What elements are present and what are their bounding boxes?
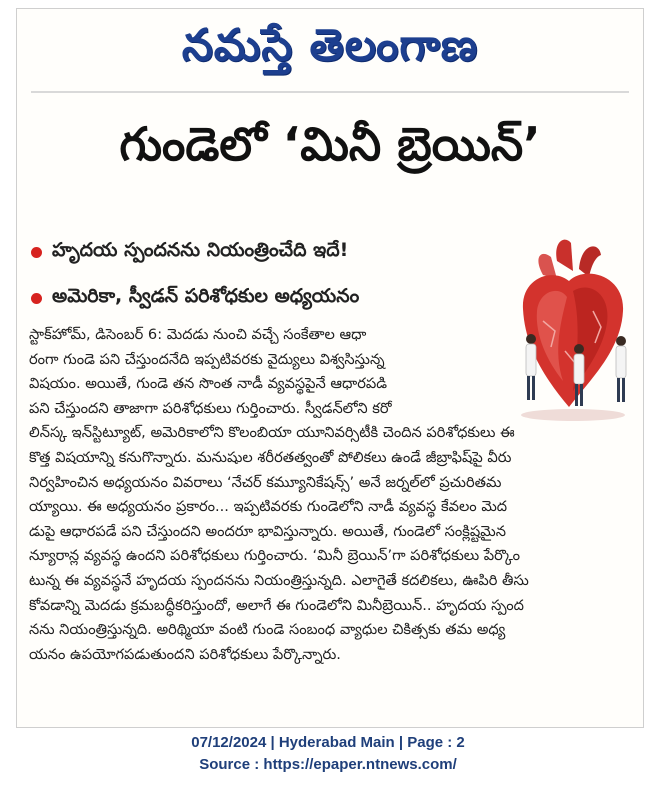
body-line: కోవడాన్ని మెదడు క్రమబద్ధీకరిస్తుందో, అలాగే ఈ గుండెలోని మినీబ్రెయిన్.. హృదయ స్పంద	[29, 596, 524, 614]
masthead-divider	[31, 91, 629, 93]
body-line: నిర్వహించిన అధ్యయనం వివరాలు ‘నేచర్ కమ్యూనికేషన్స్’ అనే జర్నల్‌లో ప్రచురితమ	[29, 473, 502, 491]
body-line: లిన్‌స్క ఇన్‌స్టిట్యూట్, అమెరికాలోని కొలంబియా యూనివర్సిటీకి చెందిన పరిశోధకులు ఈ	[29, 424, 515, 442]
subheading-text: హృదయ స్పందనను నియంత్రించేది ఇదే!	[52, 238, 349, 261]
masthead	[17, 11, 643, 81]
body-line: న్యూరాన్ల వ్యవస్థ ఉందని పరిశోధకులు గుర్తించారు. ‘మినీ బ్రెయిన్’గా పరిశోధకులు పేర్కొం	[29, 547, 521, 565]
footer	[0, 732, 656, 776]
body-line: విషయం. అయితే, గుండె తన సొంత నాడీ వ్యవస్థపైనే ఆధారపడి	[29, 375, 388, 393]
source-link[interactable]: Source : https://epaper.ntnews.com/	[199, 756, 457, 773]
body-line: పని చేస్తుందని తాజాగా పరిశోధకులు గుర్తించారు. స్వీడన్‌లోని కరో	[29, 399, 392, 417]
bullet-icon	[31, 293, 42, 304]
subheading-list	[31, 229, 501, 321]
body-line: రంగా గుండె పని చేస్తుందనేది ఇప్పటివరకు వైద్యులు విశ్వసిస్తున్న	[29, 350, 385, 368]
subheading-item	[31, 275, 501, 321]
body-line: యనం ఉపయోగపడుతుందని పరిశోధకులు పేర్కొన్నారు.	[29, 645, 341, 663]
body-line: టున్న ఈ వ్యవస్థనే హృదయ స్పందనను నియంత్రిస్తున్నది. ఎలాగైతే కదలికలు, ఊపిరి తీసు	[29, 571, 529, 589]
body-line: స్టాక్‌హోమ్, డిసెంబర్ 6: మెదడు నుంచి వచ్చే సంకేతాల ఆధా	[29, 326, 367, 343]
subheading-text: అమెరికా, స్వీడన్ పరిశోధకుల అధ్యయనం	[52, 284, 360, 307]
body-line: య్యాయి. ఈ అధ్యయనం ప్రకారం... ఇప్పటివరకు గుండెలోని నాడీ వ్యవస్థ కేవలం మెద	[29, 498, 508, 516]
body-line: కొత్త విషయాన్ని కనుగొన్నారు. మనుషుల శరీరతత్వంతో పోలికలు ఉండే జీబ్రాఫిష్‌పై వీరు	[29, 448, 512, 466]
body-line: నను నియంత్రిస్తున్నది. అరిథ్మియా వంటి గుండె సంబంధ వ్యాధుల చికిత్సకు తమ అధ్య	[29, 621, 506, 639]
subheading-item	[31, 229, 501, 275]
edition-info: 07/12/2024 | Hyderabad Main | Page : 2	[191, 734, 465, 751]
article-headline: గుండెలో ‘మినీ బ్రెయిన్’	[119, 117, 541, 171]
bullet-icon	[31, 247, 42, 258]
newspaper-clipping	[16, 8, 644, 728]
article-body	[29, 323, 631, 667]
masthead-title: నమస్తే తెలంగాణ	[181, 20, 479, 71]
body-line: డుపై ఆధారపడే పని చేస్తుందని అందరూ భావిస్తున్నారు. అయితే, గుండెలో సంక్లిష్టమైన	[29, 522, 506, 540]
